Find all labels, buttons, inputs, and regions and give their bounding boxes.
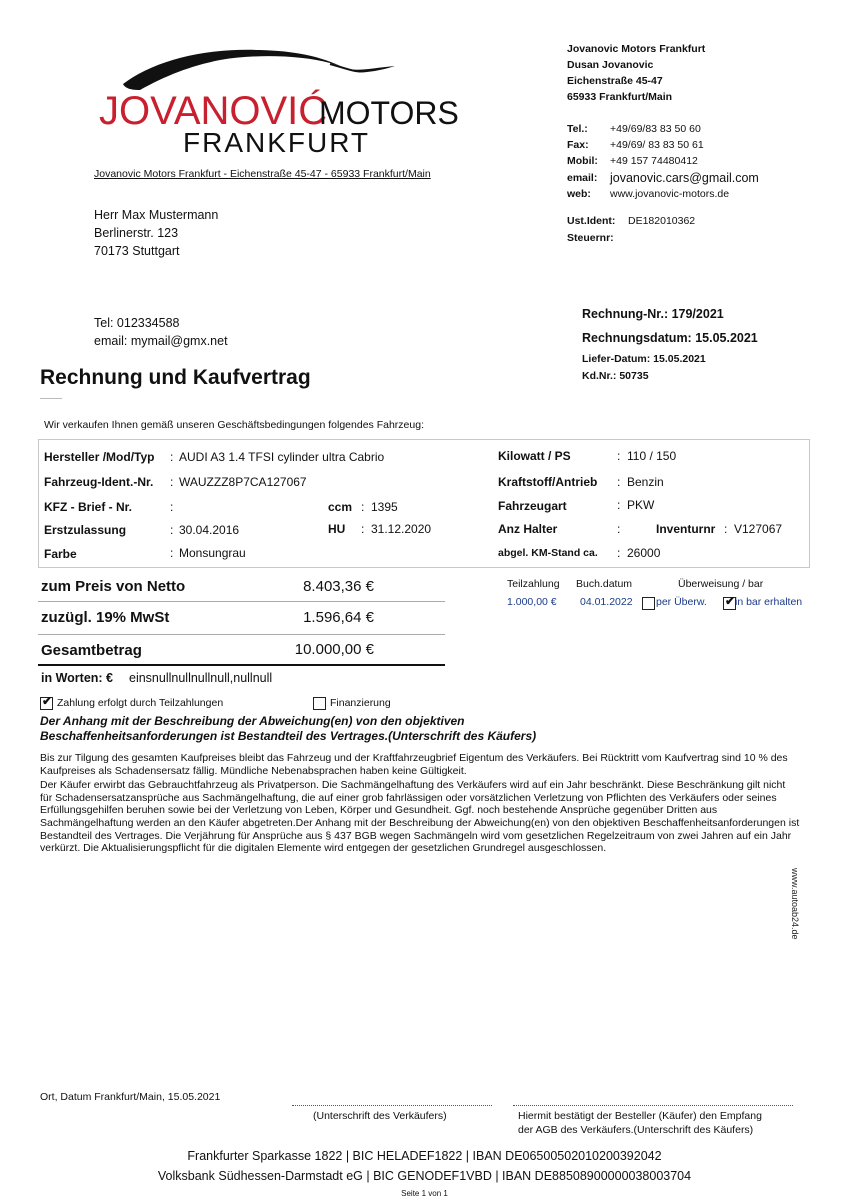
- sender-return-address: Jovanovic Motors Frankfurt - Eichenstraße 45-47 - 65933 Frankfurt/Main: [94, 168, 431, 180]
- payment-header-transfer: Überweisung / bar: [678, 578, 764, 590]
- inventur-value: V127067: [734, 522, 783, 536]
- hu-label: HU: [328, 522, 346, 536]
- art-label: Fahrzeugart: [498, 499, 567, 513]
- contact-label-tel: Tel.:: [567, 123, 588, 135]
- payment-header-teilzahlung: Teilzahlung: [507, 578, 560, 590]
- ccm-label: ccm: [328, 500, 353, 514]
- ust-value: DE182010362: [628, 215, 696, 227]
- contact-value-email: jovanovic.cars@gmail.com: [610, 171, 759, 185]
- buyer-confirm-line-2: der AGB des Verkäufers.(Unterschrift des Käufers): [518, 1124, 754, 1136]
- ident-label: Fahrzeug-Ident.-Nr.: [44, 475, 154, 489]
- words-value: einsnullnullnullnull,nullnull: [129, 671, 273, 685]
- ez-sep: :: [170, 523, 174, 537]
- ez-value: 30.04.2016: [179, 523, 240, 537]
- words-label: in Worten: €: [41, 671, 113, 685]
- customer-number: Kd.Nr.: 50735: [582, 370, 649, 382]
- terms-paragraph: Der Käufer erwirbt das Gebrauchtfahrzeug als Privatperson. Die Sachmängelhaftung des Verkäufers wird auf ein Jahr beschränkt. Diese Beschränkung gilt nicht für Schadensersatzansprüche aus Sachmängelhaftung, die auf einer grob fahrlässigen oder vorsätzlichen Verletzung von Pflichten des Verkäufers oder seines Erfüllungsgehilfen beruhen sowie bei der Verletzung von Leben, Körper und Gesundheit. Ggf. noch bestehende Ansprüche gegenüber Dritten aus Sachmängelhaftung werden an den Käufer abgetreten.Der Anhang mit der Beschreibung der Abweichung(en) von den objektiven Beschaffenheitsanforderungen ist Bestandteil des Vertrages. Die Verjährung für Ansprüche aus § 437 BGB wegen Sachmängeln wird vom gesetzlichen Regelzeitraum von zwei Jahren auf ein Jahr verkürzt. Die Aktualisierungspflicht für die digitalen Elemente wird entgegen der gesetzlichen Grundregel ausgeschlossen.: [40, 779, 800, 855]
- contact-label-web: web:: [567, 188, 591, 200]
- payment-amount: 1.000,00 €: [507, 596, 557, 608]
- km-value: 26000: [627, 546, 661, 560]
- contact-value-mobil: +49 157 74480412: [610, 155, 698, 167]
- km-sep: :: [617, 546, 621, 560]
- invoice-number: Rechnung-Nr.: 179/2021: [582, 307, 724, 321]
- contact-label-mobil: Mobil:: [567, 155, 598, 167]
- km-label: abgel. KM-Stand ca.: [498, 547, 598, 559]
- car-silhouette-icon: [95, 38, 465, 158]
- teilzahlung-label: Zahlung erfolgt durch Teilzahlungen: [57, 697, 224, 709]
- buyer-confirm-line-1: Hiermit bestätigt der Besteller (Käufer) den Empfang: [518, 1110, 762, 1122]
- cash-option-label: in bar erhalten: [735, 596, 803, 608]
- recipient-street: Berlinerstr. 123: [94, 226, 179, 240]
- company-street: Eichenstraße 45-47: [567, 75, 663, 87]
- payment-header-date: Buch.datum: [576, 578, 633, 590]
- intro-text: Wir verkaufen Ihnen gemäß unseren Geschäftsbedingungen folgendes Fahrzeug:: [44, 419, 424, 431]
- price-divider: [38, 601, 445, 602]
- farbe-value: Monsungrau: [179, 546, 246, 560]
- buyer-signature-line: [513, 1105, 793, 1106]
- company-city: 65933 Frankfurt/Main: [567, 91, 673, 103]
- contact-label-fax: Fax:: [567, 139, 589, 151]
- hu-sep: :: [361, 522, 365, 536]
- footer-bank-1: Frankfurter Sparkasse 1822 | BIC HELADEF1822 | IBAN DE06500502010200392042: [187, 1149, 662, 1163]
- teilzahlung-checkbox[interactable]: ✔: [42, 694, 53, 708]
- total-label: Gesamtbetrag: [41, 642, 142, 659]
- ust-label: Ust.Ident:: [567, 215, 616, 227]
- hersteller-sep: :: [170, 450, 174, 464]
- ccm-value: 1395: [371, 500, 398, 514]
- seller-signature-line: [292, 1105, 492, 1106]
- brief-sep: :: [170, 500, 174, 514]
- netto-value: 8.403,36 €: [303, 578, 374, 595]
- halter-sep: :: [617, 522, 621, 536]
- recipient-city: 70173 Stuttgart: [94, 244, 180, 258]
- contact-value-fax: +49/69/ 83 83 50 61: [610, 139, 704, 151]
- document-title: Rechnung und Kaufvertrag: [40, 366, 311, 389]
- terms-text: [40, 752, 800, 857]
- kw-value: 110 / 150: [627, 449, 677, 463]
- kw-label: Kilowatt / PS: [498, 449, 571, 463]
- ez-label: Erstzulassung: [44, 523, 127, 537]
- mwst-label: zuzügl. 19% MwSt: [41, 609, 170, 626]
- recipient-name: Herr Max Mustermann: [94, 208, 219, 222]
- hu-value: 31.12.2020: [371, 522, 432, 536]
- kraft-sep: :: [617, 475, 621, 489]
- finanzierung-label: Finanzierung: [330, 697, 391, 709]
- kraft-value: Benzin: [627, 475, 664, 489]
- contact-value-web: www.jovanovic-motors.de: [610, 188, 730, 200]
- inventur-sep: :: [724, 522, 728, 536]
- payment-date: 04.01.2022: [580, 596, 633, 608]
- inventur-label: Inventurnr: [656, 522, 716, 536]
- hersteller-value: AUDI A3 1.4 TFSI cylinder ultra Cabrio: [179, 450, 385, 464]
- brief-label: KFZ - Brief - Nr.: [44, 500, 133, 514]
- transfer-option-label: per Überw.: [656, 596, 707, 608]
- logo-brand-text-2: MOTORS: [319, 95, 459, 131]
- kraft-label: Kraftstoff/Antrieb: [498, 475, 598, 489]
- farbe-sep: :: [170, 546, 174, 560]
- annex-line-2: Beschaffenheitsanforderungen ist Bestandteil des Vertrages.(Unterschrift des Käufers): [40, 729, 537, 743]
- annex-line-1: Der Anhang mit der Beschreibung der Abweichung(en) von den objektiven: [40, 714, 465, 728]
- price-divider: [38, 634, 445, 635]
- contact-label-email: email:: [567, 172, 598, 184]
- delivery-date: Liefer-Datum: 15.05.2021: [582, 353, 706, 365]
- title-divider: [40, 398, 62, 399]
- mwst-value: 1.596,64 €: [303, 609, 374, 626]
- terms-paragraph: Bis zur Tilgung des gesamten Kaufpreises bleibt das Fahrzeug und der Kraftfahrzeugbrief Eigentum des Verkäufers. Bei Rücktritt vom Kaufvertrag sind 10 % des Kaufpreises als Schadensersatz fällig. Mündliche Nebenabsprachen haben keine Gültigkeit.: [40, 752, 788, 777]
- recipient-email: email: mymail@gmx.net: [94, 334, 228, 348]
- invoice-date: Rechnungsdatum: 15.05.2021: [582, 331, 758, 345]
- farbe-label: Farbe: [44, 547, 77, 561]
- ident-sep: :: [170, 475, 174, 489]
- kw-sep: :: [617, 449, 621, 463]
- finanzierung-checkbox[interactable]: [313, 697, 326, 710]
- ident-value: WAUZZZ8P7CA127067: [179, 475, 307, 489]
- cash-checkbox[interactable]: ✔: [725, 594, 736, 608]
- total-value: 10.000,00 €: [294, 641, 374, 658]
- place-date: Ort, Datum Frankfurt/Main, 15.05.2021: [40, 1091, 221, 1103]
- page-number: Seite 1 von 1: [401, 1189, 448, 1198]
- company-owner: Dusan Jovanovic: [567, 59, 654, 71]
- art-sep: :: [617, 498, 621, 512]
- company-name: Jovanovic Motors Frankfurt: [567, 43, 706, 55]
- recipient-tel: Tel: 012334588: [94, 316, 180, 330]
- total-divider: [38, 664, 445, 666]
- seller-signature-label: (Unterschrift des Verkäufers): [313, 1110, 447, 1122]
- vertical-website-text: www.autoab24.de: [790, 868, 800, 940]
- hersteller-label: Hersteller /Mod/Typ: [44, 450, 155, 464]
- footer-bank-2: Volksbank Südhessen-Darmstadt eG | BIC GENODEF1VBD | IBAN DE88508900000038003704: [157, 1169, 692, 1183]
- transfer-checkbox[interactable]: [642, 597, 655, 610]
- logo-city-text: FRANKFURT: [183, 127, 371, 158]
- ccm-sep: :: [361, 500, 365, 514]
- steuer-label: Steuernr:: [567, 232, 614, 244]
- logo-brand-text: JOVANOVIĆ: [99, 89, 328, 133]
- netto-label: zum Preis von Netto: [41, 578, 186, 595]
- contact-value-tel: +49/69/83 83 50 60: [610, 123, 701, 135]
- halter-label: Anz Halter: [498, 522, 558, 536]
- art-value: PKW: [627, 498, 655, 512]
